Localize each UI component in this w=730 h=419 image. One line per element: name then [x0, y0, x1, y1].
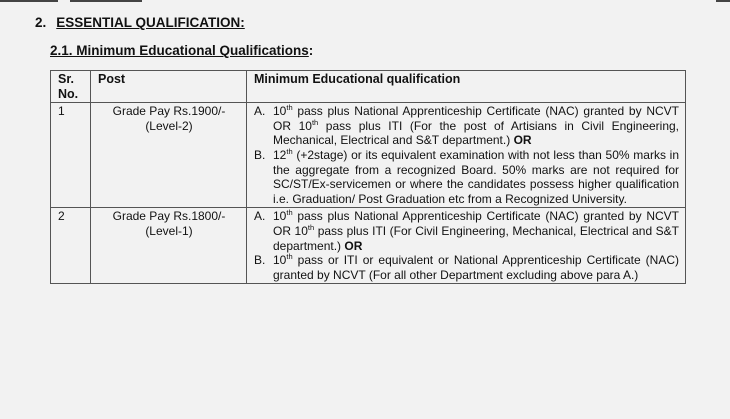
post-level: (Level-1) [145, 223, 193, 238]
qualification-item [254, 104, 679, 148]
row-sr-no: 1 [51, 103, 91, 208]
item-label: B. [254, 253, 266, 268]
item-text: 10th pass or ITI or equivalent or National Apprenticeship Certificate (NAC) granted by NCVT (For all other Department excluding above para A.) [273, 252, 679, 282]
qualification-item [254, 209, 679, 253]
table-header-row [51, 71, 686, 103]
row-sr-no: 2 [51, 208, 91, 284]
header-sr-line2: No. [58, 86, 79, 101]
section-number: 2. [35, 15, 47, 30]
top-rule-middle [70, 0, 142, 2]
header-post: Post [91, 71, 247, 103]
item-text: 12th (+2stage) or its equivalent examination with not less than 50% marks in the aggregate from a recognized Board. 50% marks are not required for SC/ST/Ex-servicemen or where the candidates possess higher qualification i.e. Graduation/ Post Graduation etc from a Recognized University. [273, 146, 679, 206]
top-rule-left [0, 0, 58, 2]
header-sr-line1: Sr. [58, 72, 74, 86]
subsection-colon: : [308, 43, 314, 58]
subsection-title: 2.1. Minimum Educational Qualifications [50, 43, 309, 58]
item-label: A. [254, 209, 266, 224]
section-heading [35, 15, 245, 30]
post-level: (Level-2) [145, 118, 193, 133]
header-qualification: Minimum Educational qualification [247, 71, 686, 103]
row-qualification [247, 208, 686, 284]
post-title: Grade Pay Rs.1800/- [112, 209, 226, 224]
header-sr-no [51, 71, 91, 103]
section-title: ESSENTIAL QUALIFICATION: [56, 15, 245, 30]
table-row [51, 208, 686, 284]
item-label: A. [254, 104, 266, 119]
item-text: 10th pass plus National Apprenticeship Certificate (NAC) granted by NCVT OR 10th pass plus ITI (For the post of Artisians in Civil Engineering, Mechanical, Electrical and S&T department.) OR [273, 103, 680, 148]
item-label: B. [254, 147, 266, 162]
qualification-item [254, 253, 679, 282]
row-post [91, 208, 247, 284]
top-rule-right [716, 0, 730, 2]
row-qualification [247, 103, 686, 208]
subsection-heading [50, 43, 313, 58]
row-post [91, 103, 247, 208]
item-text: 10th pass plus National Apprenticeship Certificate (NAC) granted by NCVT OR 10th pass plus ITI (For Civil Engineering, Mechanical, Electrical and S&T department.) OR [273, 208, 679, 253]
qualification-table [50, 70, 686, 284]
table-row [51, 103, 686, 208]
post-title: Grade Pay Rs.1900/- [112, 104, 226, 119]
qualification-item [254, 148, 679, 206]
